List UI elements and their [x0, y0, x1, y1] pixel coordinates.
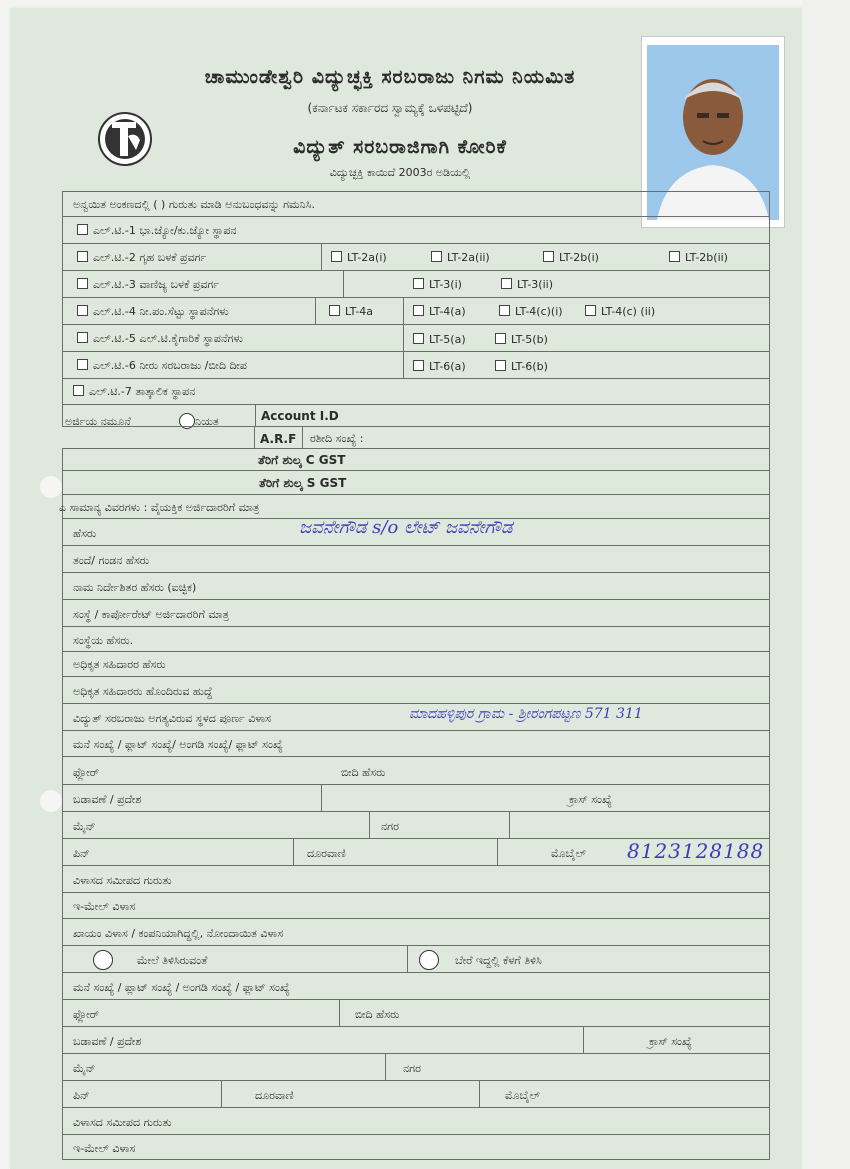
checkbox[interactable] — [77, 251, 88, 262]
lt3-option[interactable]: ಎಲ್.ಟಿ.-3 ವಾಣಿಜ್ಯ ಬಳಕೆ ಪ್ರವರ್ಗ — [77, 278, 219, 292]
lt2-option[interactable]: ಎಲ್.ಟಿ.-2 ಗೃಹ ಬಳಕೆ ಪ್ರವರ್ಗ — [77, 251, 206, 265]
lt2ai-option[interactable]: LT-2a(i) — [331, 251, 387, 264]
perm-floor-label: ಫ್ಲೋರ್ — [73, 1008, 100, 1021]
mobile-label: ಮೊಬೈಲ್ — [551, 847, 587, 860]
perm-cross-label: ಕ್ರಾಸ್ ಸಂಖ್ಯೆ — [649, 1035, 692, 1048]
lt2bi-option[interactable]: LT-2b(i) — [543, 251, 599, 264]
floor-label: ಫ್ಲೋರ್ — [73, 766, 100, 779]
lt5b-option[interactable]: LT-5(b) — [495, 333, 548, 346]
lt1-option[interactable]: ಎಲ್.ಟಿ.-1 ಭಾ.ಜ್ಯೋ/ಕು.ಜ್ಯೋ ಸ್ಥಾಪನ — [77, 224, 237, 238]
perm-landmark-label: ವಿಳಾಸದ ಸಮೀಪದ ಗುರುತು — [73, 1116, 172, 1129]
company-name: ಚಾಮುಂಡೇಶ್ವರಿ ವಿದ್ಯುಚ್ಛಕ್ತಿ ಸರಬರಾಜು ನಿಗಮ ನಿಯಮಿತ — [204, 66, 576, 88]
name-label: ಹೆಸರು — [73, 527, 97, 540]
perm-house-no-label: ಮನೆ ಸಂಖ್ಯೆ / ಪ್ಲಾಟ್ ಸಂಖ್ಯೆ / ಅಂಗಡಿ ಸಂಖ್ಯೆ / ಫ್ಲಾಟ್ ಸಂಖ್ಯೆ — [73, 981, 290, 994]
corporate-title: ಸಂಸ್ಥೆ / ಕಾರ್ಪೋರೇಟ್ ಅರ್ಜಿದಾರರಿಗೆ ಮಾತ್ರ — [73, 608, 229, 621]
lt3i-option[interactable]: LT-3(i) — [413, 278, 462, 291]
perm-phone-label: ದೂರವಾಣಿ — [255, 1089, 294, 1102]
perm-city-label: ನಗರ — [403, 1062, 421, 1075]
arf-label: A.R.F — [260, 432, 297, 446]
house-no-label: ಮನೆ ಸಂಖ್ಯೆ / ಫ್ಲಾಟ್ ಸಂಖ್ಯೆ/ ಅಂಗಡಿ ಸಂಖ್ಯೆ/ ಫ್ಲಾಟ್ ಸಂಖ್ಯೆ — [73, 738, 283, 751]
perm-mobile-label: ಮೊಬೈಲ್ — [505, 1089, 541, 1102]
same-address-label: ಮೇಲೆ ತಿಳಿಸಿರುವಂತೆ — [137, 954, 208, 967]
phone-label: ದೂರವಾಣಿ — [307, 847, 346, 860]
radio-same-address[interactable] — [93, 950, 113, 970]
permanent-title: ಖಾಯಂ ವಿಳಾಸ / ಕಂಪನಿಯಾಗಿದ್ದಲ್ಲಿ, ನೋಂದಾಯಿತ ವಿಳಾಸ — [73, 927, 284, 940]
lt7-option[interactable]: ಎಲ್.ಟಿ.-7 ತಾತ್ಕಾಲಿಕ ಸ್ಥಾಪನ — [73, 385, 195, 399]
landmark-label: ವಿಳಾಸದ ಸಮೀಪದ ಗುರುತು — [73, 874, 172, 887]
lt2aii-option[interactable]: LT-2a(ii) — [431, 251, 490, 264]
lt4ci-option[interactable]: LT-4(c)(i) — [499, 305, 563, 318]
page-edge — [802, 0, 850, 1169]
signatory-post-label: ಅಧಿಕೃತ ಸಹಿದಾರರು ಹೊಂದಿರುವ ಹುದ್ದೆ — [73, 685, 213, 698]
main-label: ಮೈನ್ — [73, 820, 96, 833]
punch-hole — [40, 790, 62, 812]
general-section-title: ಎ ಸಾಮಾನ್ಯ ವಿವರಗಳು : ವೈಯಕ್ತಿಕ ಅರ್ಜಿದಾರರಿಗೆ ಮಾತ್ರ — [59, 501, 260, 514]
cgst-label: ತೆರಿಗೆ ಶುಲ್ಕ C GST — [258, 453, 346, 467]
account-id-label: Account I.D — [261, 409, 339, 423]
other-address-label: ಬೇರೆ ಇದ್ದಲ್ಲಿ ಕೆಳಗೆ ತಿಳಿಸಿ — [455, 954, 542, 967]
mobile-value[interactable]: 8123128188 — [627, 839, 765, 863]
email-label: ಇ-ಮೇಲ್ ವಿಳಾಸ — [73, 900, 136, 913]
form-title: ವಿದ್ಯುತ್ ಸರಬರಾಜಿಗಾಗಿ ಕೋರಿಕೆ — [293, 136, 507, 158]
application-type-value: ನಿಯತ — [195, 415, 219, 428]
area-label: ಬಡಾವಣೆ / ಪ್ರದೇಶ — [73, 793, 142, 806]
perm-main-label: ಮೈನ್ — [73, 1062, 96, 1075]
lt6-option[interactable]: ಎಲ್.ಟಿ.-6 ನೀರು ಸರಬರಾಜು /ಬೀದಿ ದೀಪ — [77, 359, 247, 373]
cross-label: ಕ್ರಾಸ್ ಸಂಖ್ಯೆ — [569, 793, 612, 806]
pin-label: ಪಿನ್ — [73, 847, 90, 860]
perm-pin-label: ಪಿನ್ — [73, 1089, 90, 1102]
lt5-option[interactable]: ಎಲ್.ಟಿ.-5 ಎಲ್.ಟಿ.ಕೈಗಾರಿಕೆ ಸ್ಥಾಪನೆಗಳು — [77, 332, 243, 346]
address-label: ವಿದ್ಯುತ್ ಸರಬರಾಜು ಅಗತ್ಯವಿರುವ ಸ್ಥಳದ ಪೂರ್ಣ ವಿಳಾಸ — [73, 712, 271, 725]
instruction-text: ಅನ್ವಯಿತ ಅಂಕಣದಲ್ಲಿ ( ) ಗುರುತು ಮಾಡಿ ಅನುಬಂಧವನ್ನು ಗಮನಿಸಿ. — [73, 198, 316, 211]
perm-street-label: ಬೀದಿ ಹೆಸರು — [355, 1008, 400, 1021]
receipt-no-label: ರಶೀದಿ ಸಂಖ್ಯೆ : — [310, 432, 364, 445]
lt6a-option[interactable]: LT-6(a) — [413, 360, 466, 373]
address-value[interactable]: ಮಾದಹಳ್ಳಿಪುರ ಗ್ರಾಮ - ಶ್ರೀರಂಗಪಟ್ಟಣ 571 311 — [409, 706, 643, 722]
father-name-label: ತಂದೆ/ ಗಂಡನ ಹೆಸರು — [73, 554, 150, 567]
lt4-a-option[interactable]: LT-4(a) — [413, 305, 466, 318]
cesc-logo — [92, 106, 158, 172]
radio-other-address[interactable] — [419, 950, 439, 970]
lt5a-option[interactable]: LT-5(a) — [413, 333, 466, 346]
lt4cii-option[interactable]: LT-4(c) (ii) — [585, 305, 655, 318]
perm-area-label: ಬಡಾವಣೆ / ಪ್ರದೇಶ — [73, 1035, 142, 1048]
checkbox[interactable] — [77, 224, 88, 235]
signatory-name-label: ಅಧಿಕೃತ ಸಹಿದಾರರ ಹೆಸರು — [73, 658, 166, 671]
punch-hole — [40, 476, 62, 498]
act-line: ವಿದ್ಯುಚ್ಛಕ್ತಿ ಕಾಯಿದೆ 2003ರ ಅಡಿಯಲ್ಲಿ — [329, 166, 471, 179]
perm-email-label: ಇ-ಮೇಲ್ ವಿಳಾಸ — [73, 1142, 136, 1155]
nominee-label: ನಾಮ ನಿರ್ದೇಶಿತರ ಹೆಸರು (ಐಚ್ಛಿಕ) — [73, 581, 197, 594]
lt6b-option[interactable]: LT-6(b) — [495, 360, 548, 373]
company-subtitle: (ಕರ್ನಾಟಕ ಸರ್ಕಾರದ ಸ್ವಾಮ್ಯಕ್ಕೆ ಒಳಪಟ್ಟಿದೆ) — [307, 101, 473, 115]
application-type-label: ಅರ್ಜಿಯ ನಮೂನೆ — [65, 415, 131, 428]
org-name-label: ಸಂಸ್ಥೆಯ ಹೆಸರು. — [73, 634, 134, 647]
name-value[interactable]: ಜವನೇಗೌಡ s/o ಲೇಟ್ ಜವನೇಗೌಡ — [299, 517, 513, 538]
lt2bii-option[interactable]: LT-2b(ii) — [669, 251, 728, 264]
city-label: ನಗರ — [381, 820, 399, 833]
sgst-label: ತೆರಿಗೆ ಶುಲ್ಕ S GST — [259, 476, 347, 490]
lt4a-option[interactable]: LT-4a — [329, 305, 373, 318]
lt3ii-option[interactable]: LT-3(ii) — [501, 278, 553, 291]
lt4-option[interactable]: ಎಲ್.ಟಿ.-4 ನೀ.ಪಂ.ಸೆಟ್ಟು ಸ್ಥಾಪನೆಗಳು — [77, 305, 229, 319]
street-label: ಬೀದಿ ಹೆಸರು — [341, 766, 386, 779]
